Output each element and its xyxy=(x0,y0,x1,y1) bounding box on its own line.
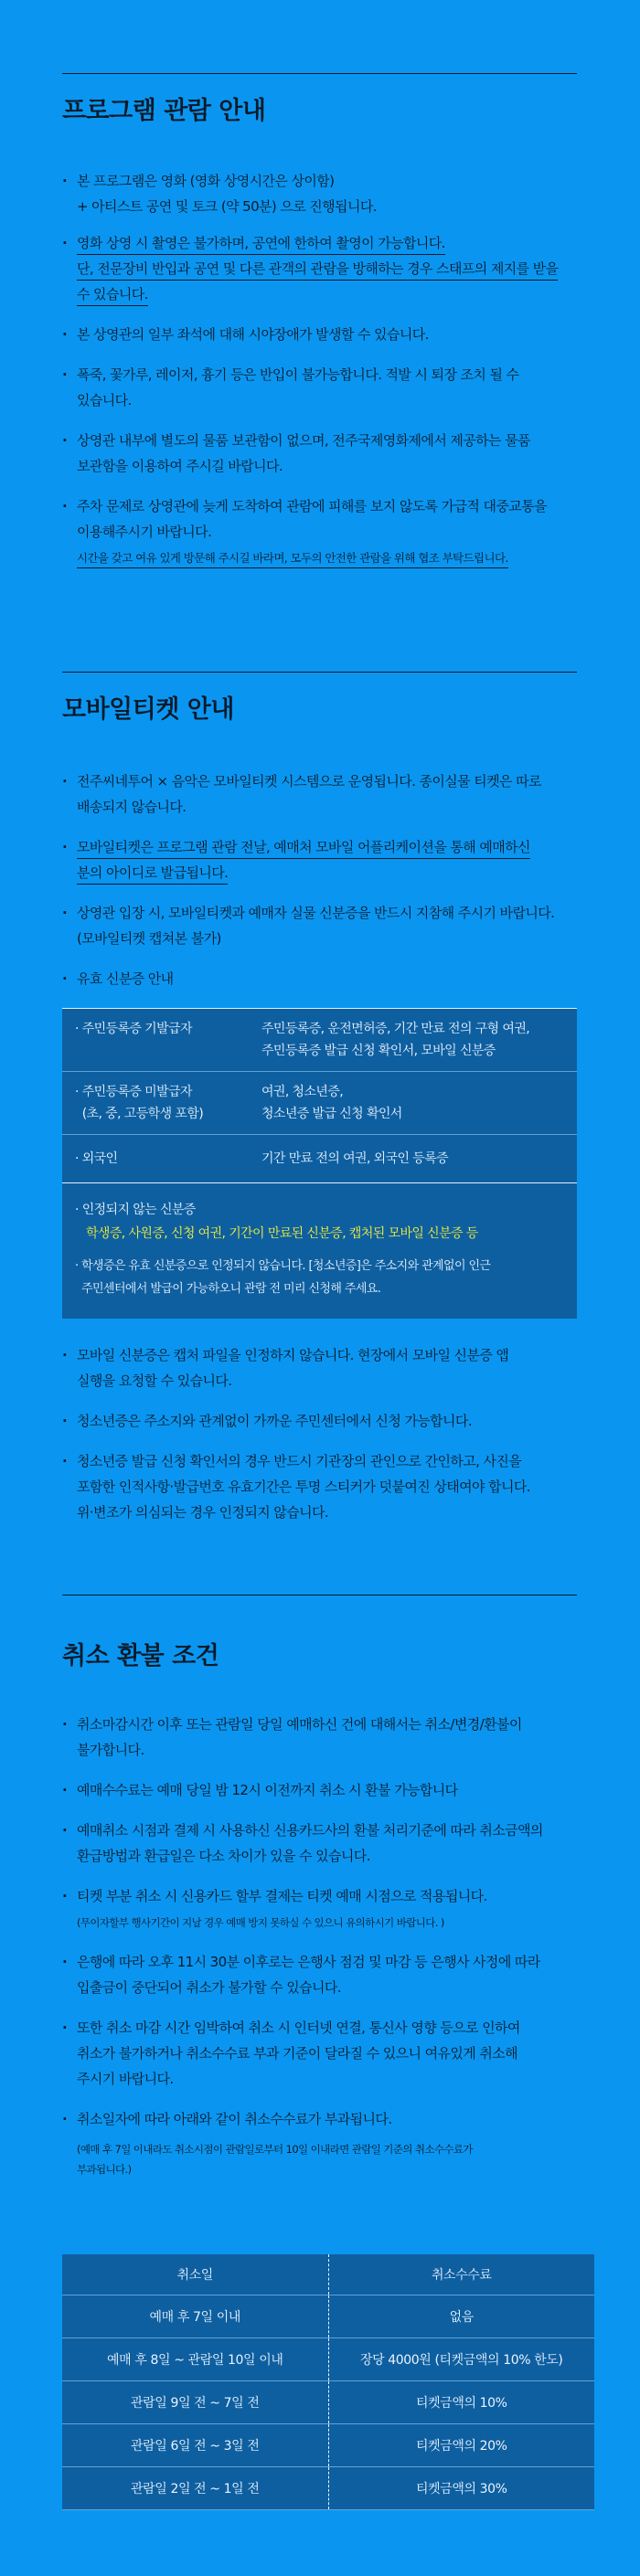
list-item: · 상영관 내부에 별도의 물품 보관함이 없으며, 전주국제영화제에서 제공하는 물품 보관함을 이용하여 주시길 바랍니다. xyxy=(62,428,577,479)
valid-id-table xyxy=(62,1008,577,1319)
table-row xyxy=(62,1009,577,1072)
list-item: · 취소마감시간 이후 또는 관람일 당일 예매하신 건에 대해서는 취소/변경/환불이 불가합니다. xyxy=(62,1712,577,1763)
mobile-ticket-section xyxy=(62,672,577,1525)
section-title: 취소 환불 조건 xyxy=(62,1642,219,1670)
table-row xyxy=(62,2467,594,2510)
list-item: · 주차 문제로 상영관에 늦게 도착하여 관람에 피해를 보지 않도록 가급적 대중교통을 이용해주시기 바랍니다. 시간을 갖고 여유 있게 방문해 주시길 바라며, 모두의 안전한 관람을 위해 협조 부탁드립니다. xyxy=(62,493,577,570)
list-item: · 본 프로그램은 영화 (영화 상영시간은 상이함) + 아티스트 공연 및 토크 (약 50분) 으로 진행됩니다. xyxy=(62,168,577,219)
list-item: · 또한 취소 마감 시간 임박하여 취소 시 인터넷 연결, 통신사 영향 등으로 인하여 취소가 불가하거나 취소수수료 부과 기준이 달라질 수 있으니 여유있게 취소해 주시기 바랍니다. xyxy=(62,2015,577,2092)
invalid-id-note: · 인정되지 않는 신분증 학생증, 사원증, 신청 여권, 기간이 만료된 신분증, 캡처된 모바일 신분증 등 · 학생증은 유효 신분증으로 인정되지 않습니다. [청소년증]은 주소지와 관계없이 인근 주민센터에서 발급이 가능하오니 관람 전 미리 신청해 주세요. xyxy=(62,1183,577,1319)
table-cell: 티켓금액의 30% xyxy=(415,2482,507,2496)
table-cell: 관람일 2일 전 ~ 1일 전 xyxy=(62,2467,329,2509)
table-cell: 관람일 6일 전 ~ 3일 전 xyxy=(62,2424,329,2466)
table-row xyxy=(62,1072,577,1135)
table-cell: 티켓금액의 10% xyxy=(415,2396,507,2411)
list-item: · 티켓 부분 취소 시 신용카드 할부 결제는 티켓 예매 시점으로 적용됩니다. (무이자할부 행사기간이 지날 경우 예매 방지 못하실 수 있으니 유의하시기 바랍니다. ) xyxy=(62,1883,577,1935)
list-item: · 은행에 따라 오후 11시 30분 이후로는 은행사 점검 및 마감 등 은행사 사정에 따라 입출금이 중단되어 취소가 불가할 수 있습니다. xyxy=(62,1949,577,2000)
mobile-notice-list-bottom xyxy=(62,1342,577,1525)
table-cell: 없음 xyxy=(449,2310,474,2325)
id-types-cell: 주민등록증, 운전면허증, 기간 만료 전의 구형 여권, 주민등록증 발급 신청 확인서, 모바일 신분증 xyxy=(261,1022,530,1058)
list-item: · 모바일 신분증은 캡처 파일을 인정하지 않습니다. 현장에서 모바일 신분증 앱 실행을 요청할 수 있습니다. xyxy=(62,1342,577,1394)
list-item: · 모바일티켓은 프로그램 관람 전날, 예매처 모바일 어플리케이션을 통해 예매하신 분의 아이디로 발급됩니다. xyxy=(62,834,577,885)
id-holder-cell: · 주민등록증 미발급자 (초, 중, 고등학생 포함) xyxy=(75,1085,204,1121)
id-holder-cell: · 주민등록증 기발급자 xyxy=(75,1022,192,1036)
table-row xyxy=(62,2295,594,2338)
list-item: · 본 상영관의 일부 좌석에 대해 시야장애가 발생할 수 있습니다. xyxy=(62,322,577,347)
program-notice-list xyxy=(62,168,577,570)
table-cell: 관람일 9일 전 ~ 7일 전 xyxy=(62,2381,329,2423)
table-cell: 티켓금액의 20% xyxy=(415,2439,507,2454)
refund-fee-table xyxy=(62,2254,594,2510)
refund-notice-list xyxy=(62,1712,577,2179)
list-item: · 상영관 입장 시, 모바일티켓과 예매자 실물 신분증을 반드시 지참해 주시기 바랍니다. (모바일티켓 캡쳐본 불가) xyxy=(62,900,577,951)
list-item: · 영화 상영 시 촬영은 불가하며, 공연에 한하여 촬영이 가능합니다. 단, 전문장비 반입과 공연 및 다른 관객의 관람을 방해하는 경우 스태프의 제지를 받을 수 있습니다. xyxy=(62,230,577,307)
invalid-id-list: 학생증, 사원증, 신청 여권, 기간이 만료된 신분증, 캡처된 모바일 신분증 등 xyxy=(86,1226,478,1241)
table-row xyxy=(62,2338,594,2381)
list-item: · 예매수수료는 예매 당일 밤 12시 이전까지 취소 시 환불 가능합니다 xyxy=(62,1777,577,1803)
section-title: 프로그램 관람 안내 xyxy=(62,97,266,125)
table-row xyxy=(62,1135,577,1183)
id-types-cell: 기간 만료 전의 여권, 외국인 등록증 xyxy=(261,1151,449,1166)
table-row xyxy=(62,2381,594,2424)
column-header: 취소수수료 xyxy=(431,2268,492,2283)
refund-section xyxy=(62,1595,577,2179)
list-item: · 예매취소 시점과 결제 시 사용하신 신용카드사의 환불 처리기준에 따라 취소금액의 환급방법과 환급일은 다소 차이가 있을 수 있습니다. xyxy=(62,1818,577,1869)
list-item: · 폭죽, 꽃가루, 레이저, 흉기 등은 반입이 불가능합니다. 적발 시 퇴장 조치 될 수 있습니다. xyxy=(62,362,577,413)
table-row xyxy=(62,2424,594,2467)
section-title: 모바일티켓 안내 xyxy=(62,695,234,724)
column-header: 취소일 xyxy=(62,2254,329,2295)
table-header xyxy=(62,2254,594,2295)
list-item: · 유효 신분증 안내 xyxy=(62,966,577,991)
id-types-cell: 여권, 청소년증, 청소년증 발급 신청 확인서 xyxy=(261,1085,402,1121)
list-item: · 전주씨네투어 × 음악은 모바일티켓 시스템으로 운영됩니다. 종이실물 티켓은 따로 배송되지 않습니다. xyxy=(62,769,577,820)
list-item: · 취소일자에 따라 아래와 같이 취소수수료가 부과됩니다. (예매 후 7일 이내라도 취소시점이 관람일로부터 10일 이내라면 관람일 기준의 취소수수료가 부과됩니다.) xyxy=(62,2106,577,2179)
table-cell: 장당 4000원 (티켓금액의 10% 한도) xyxy=(359,2353,563,2368)
mobile-notice-list xyxy=(62,769,577,991)
list-item: · 청소년증은 주소지와 관계없이 가까운 주민센터에서 신청 가능합니다. xyxy=(62,1408,577,1434)
section-divider xyxy=(62,73,577,74)
section-divider xyxy=(62,672,577,673)
id-holder-cell: · 외국인 xyxy=(75,1151,118,1166)
table-cell: 예매 후 7일 이내 xyxy=(62,2295,329,2337)
table-cell: 예매 후 8일 ~ 관람일 10일 이내 xyxy=(62,2338,329,2380)
program-section xyxy=(62,73,577,570)
list-item: · 청소년증 발급 신청 확인서의 경우 반드시 기관장의 관인으로 간인하고, 사진을 포함한 인적사항·발급번호 유효기간은 투명 스티커가 덧붙여진 상태여야 합니다. 위·변조가 의심되는 경우 인정되지 않습니다. xyxy=(62,1448,577,1525)
